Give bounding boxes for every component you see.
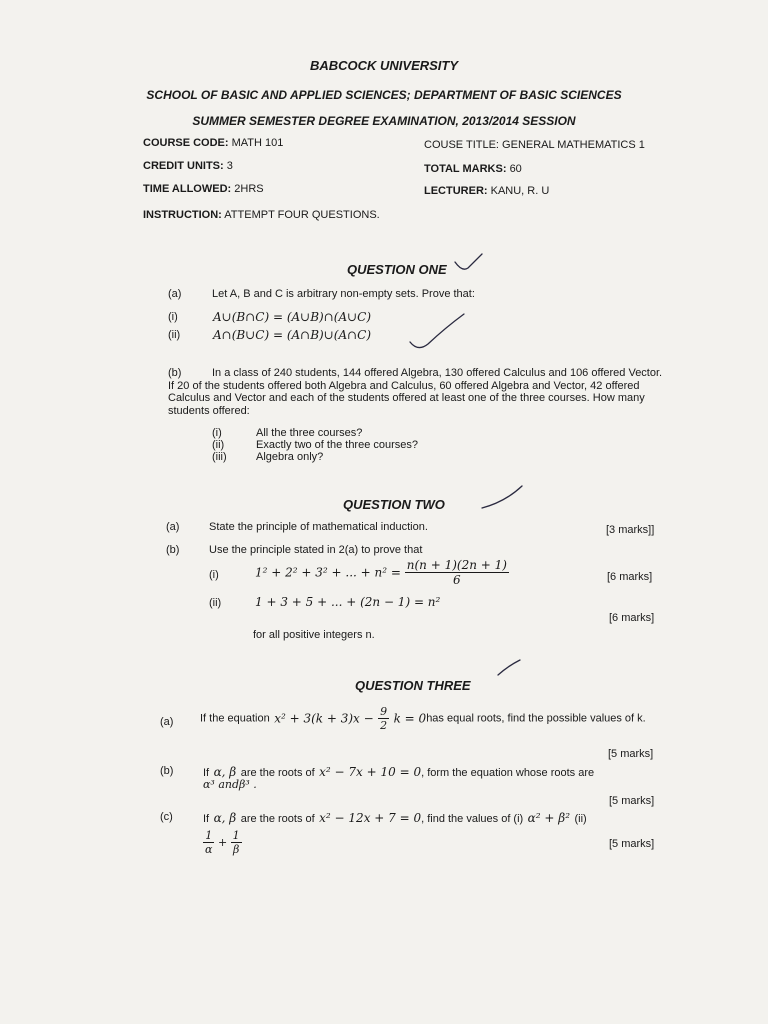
q3-a-marks: [5 marks] <box>608 748 654 760</box>
lecturer: LECTURER: KANU, R. U <box>424 185 550 197</box>
q2-b-text: Use the principle stated in 2(a) to prove that <box>209 544 423 556</box>
q1-a-ii-label: (ii) <box>168 329 181 341</box>
q1-a-i-expression: A∪(B∩C) = (A∪B)∩(A∪C) <box>213 310 372 324</box>
checkmark-icon <box>455 254 482 269</box>
checkmark-icon <box>482 486 522 508</box>
q1-b-iii-label: (iii) <box>212 451 227 463</box>
q1-b-label: (b) <box>168 367 182 379</box>
time-allowed: TIME ALLOWED: 2HRS <box>143 183 264 195</box>
q3-c-label: (c) <box>160 811 173 823</box>
q3-b-roots: α³ andβ³ . <box>203 778 257 791</box>
question-one-title: QUESTION ONE <box>347 262 447 277</box>
q2-b-label: (b) <box>166 544 180 556</box>
q2-b-i-expression: 1² + 2² + 3² + ... + n² = $\frac{n(n + 1)(2n + 1)}{6}$ <box>255 558 507 587</box>
question-two-title: QUESTION TWO <box>343 497 445 512</box>
instruction: INSTRUCTION: ATTEMPT FOUR QUESTIONS. <box>143 209 380 221</box>
q3-b-marks: [5 marks] <box>609 795 655 807</box>
q3-c-question: If α, β are the roots of x² − 12x + 7 = 0, find the values of (i) α² + β² (ii) <box>203 811 587 825</box>
q1-a-label: (a) <box>168 288 182 300</box>
credit-units: CREDIT UNITS: 3 <box>143 160 233 172</box>
q3-b-question: If α, β are the roots of x² − 7x + 10 = 0, form the equation whose roots are <box>203 765 595 779</box>
checkmark-icon <box>498 660 520 675</box>
course-title: COUSE TITLE: GENERAL MATHEMATICS 1 <box>424 139 645 151</box>
q2-a-text: State the principle of mathematical induction. <box>209 521 428 533</box>
q2-b-ii-expression: 1 + 3 + 5 + ... + (2n − 1) = n² <box>255 595 441 609</box>
q3-c-marks: [5 marks] <box>609 838 655 850</box>
q3-b-label: (b) <box>160 765 174 777</box>
q1-a-ii-expression: A∩(B∪C) = (A∩B)∪(A∩C) <box>213 328 372 342</box>
q2-b-i-label: (i) <box>209 569 219 581</box>
q1-b-ii-text: Exactly two of the three courses? <box>256 439 419 451</box>
q2-footer: for all positive integers n. <box>253 629 375 641</box>
q2-a-label: (a) <box>166 521 180 533</box>
question-three-title: QUESTION THREE <box>355 678 471 693</box>
q1-b-iii-text: Algebra only? <box>256 451 324 463</box>
q1-a-i-label: (i) <box>168 311 178 323</box>
q3-a-question: If the equation x² + 3(k + 3)x − $\frac{9}{2}$ k = 0has equal roots, find the possible values of k. <box>200 705 646 732</box>
q1-b-i-text: All the three courses? <box>256 427 363 439</box>
q2-a-marks: [3 marks]] <box>606 524 655 536</box>
total-marks: TOTAL MARKS: 60 <box>424 163 522 175</box>
checkmark-icon <box>410 314 464 348</box>
q2-b-ii-marks: [6 marks] <box>609 612 655 624</box>
school-department: SCHOOL OF BASIC AND APPLIED SCIENCES; DEPARTMENT OF BASIC SCIENCES <box>146 88 622 102</box>
q1-b-i-label: (i) <box>212 427 222 439</box>
q1-b-ii-label: (ii) <box>212 439 225 451</box>
q3-c-ii-expression: $\frac{1}{\alpha}$ + $\frac{1}{\beta}$ <box>205 829 240 856</box>
q3-a-label: (a) <box>160 716 174 728</box>
q2-b-ii-label: (ii) <box>209 597 222 609</box>
q1-b-text: In a class of 240 students, 144 offered Algebra, 130 offered Calculus and 106 offered Vector. If 20 of the students offered both Algebra and Calculus, 60 offered Algebra and Vector, 42 offered Calculus and Vector and each of the students offered at least one of the three courses. How many students offered: <box>168 367 663 417</box>
q2-b-i-marks: [6 marks] <box>607 571 653 583</box>
exam-session: SUMMER SEMESTER DEGREE EXAMINATION, 2013/2014 SESSION <box>192 114 576 128</box>
q1-a-text: Let A, B and C is arbitrary non-empty sets. Prove that: <box>212 288 475 300</box>
university-name: BABCOCK UNIVERSITY <box>309 58 459 73</box>
course-code: COURSE CODE: MATH 101 <box>143 137 284 149</box>
